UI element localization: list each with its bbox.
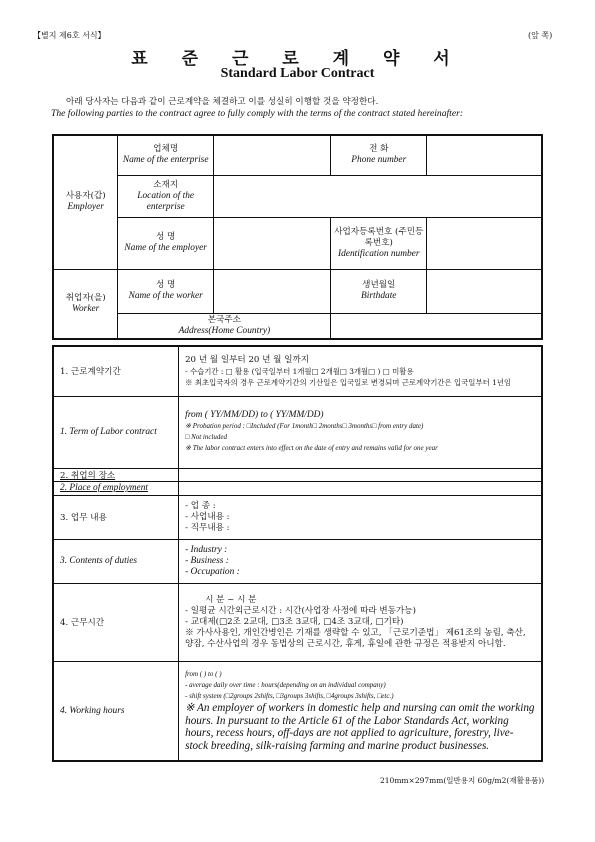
term-content-en[interactable]: from ( YY/MM/DD) to ( YY/MM/DD) ※ Probation period : □Included (For 1month□ 2months□ 3months□ from entry date) □ Not included ※ The labor contract enters into effect on the date of entry and remains valid for one year (179, 396, 542, 468)
title-english: Standard Labor Contract (220, 66, 375, 81)
place-label-en: 2. Place of employment (53, 481, 179, 495)
worker-label: 취업자(을) Worker (53, 269, 118, 339)
id-number-field[interactable] (427, 217, 542, 269)
enterprise-field[interactable] (214, 135, 331, 175)
duty-content-en[interactable]: - Industry : - Business : - Occupation : (179, 539, 542, 583)
term-label-en: 1. Term of Labor contract (53, 396, 179, 468)
place-label-ko: 2. 취업의 장소 (53, 468, 179, 481)
duty-content-ko[interactable]: - 업 종 : - 사업내용 : - 직무내용 : (179, 495, 542, 539)
duty-label-en: 3. Contents of duties (53, 539, 179, 583)
phone-field[interactable] (427, 135, 542, 175)
address-field[interactable] (331, 313, 542, 339)
form-number: 【별지 제6호 서식】 (33, 31, 106, 40)
employer-name-label: 성 명 Name of the employer (118, 217, 214, 269)
hours-label-en: 4. Working hours (53, 661, 179, 761)
hours-content-ko[interactable]: 시 분 ~ 시 분 - 일평균 시간외근로시간 : 시간(사업장 사정에 따라 변동가능) - 교대제(□2조 2교대, □3조 3교대, □4조 3교대, □기타) ※ 가사사용인, 개인간병인은 기재를 생략할 수 있고, 「근로기준법」 제61조의 농림, 축산, 양잠, 수산사업의 경우 동법상의 근로시간, 휴게, 휴일에 관한 규정은 적용받지 아니함. (179, 583, 542, 661)
id-number-label: 사업자등록번호 (주민등록번호) Identification number (331, 217, 427, 269)
title-korean: 표 준 근 로 계 약 서 (131, 49, 464, 69)
paper-spec: 210mm×297mm(일반용지 60g/m2(재활용품)) (380, 776, 545, 785)
worker-name-field[interactable] (214, 269, 331, 313)
intro-english: The following parties to the contract agree to fully comply with the terms of the contract stated hereinafter: (51, 108, 464, 119)
term-content-ko[interactable]: 20 년 월 일부터 20 년 월 일까지 - 수습기간 : □ 활용 (입국일부터 1개월□ 2개월□ 3개월□ ) □ 미활용 ※ 최초입국자의 경우 근로계약기간의 기산일은 입국일로 변경되며 근로계약기간은 입국일부터 1년임 (179, 346, 542, 396)
terms-table (52, 345, 543, 762)
address-label: 본국주소 Address(Home Country) (118, 313, 331, 339)
page-side: (앞 쪽) (528, 31, 553, 40)
hours-content-en[interactable]: from ( ) to ( ) - average daily over time : hours(depending on an individual company) - shift system (□2groups 2shifts, □3groups 3shifts, □4groups 3shifts, □etc.) ※ An employer of workers in domestic help and nursing can omit the working hours. In pursuant to the Article 61 of the Labor Standards Act, working hours, recess hours, off-days are not applied to agriculture, forestry, live-stock breeding, silk-raising farming and marine product businesses. (179, 661, 542, 761)
enterprise-label: 업체명 Name of the enterprise (118, 135, 214, 175)
parties-table (52, 134, 543, 340)
location-field[interactable] (214, 175, 542, 217)
hours-label-ko: 4. 근무시간 (53, 583, 179, 661)
duty-label-ko: 3. 업무 내용 (53, 495, 179, 539)
intro-korean: 아래 당사자는 다음과 같이 근로계약을 체결하고 이를 성실히 이행할 것을 약정한다. (66, 97, 379, 107)
birthdate-field[interactable] (427, 269, 542, 313)
birthdate-label: 생년월일 Birthdate (331, 269, 427, 313)
place-field-ko[interactable] (179, 468, 542, 481)
worker-name-label: 성 명 Name of the worker (118, 269, 214, 313)
phone-label: 전 화 Phone number (331, 135, 427, 175)
employer-name-field[interactable] (214, 217, 331, 269)
employer-label: 사용자(갑) Employer (53, 135, 118, 269)
term-label-ko: 1. 근로계약기간 (53, 346, 179, 396)
location-label: 소재지 Location of the enterprise (118, 175, 214, 217)
place-field-en[interactable] (179, 481, 542, 495)
